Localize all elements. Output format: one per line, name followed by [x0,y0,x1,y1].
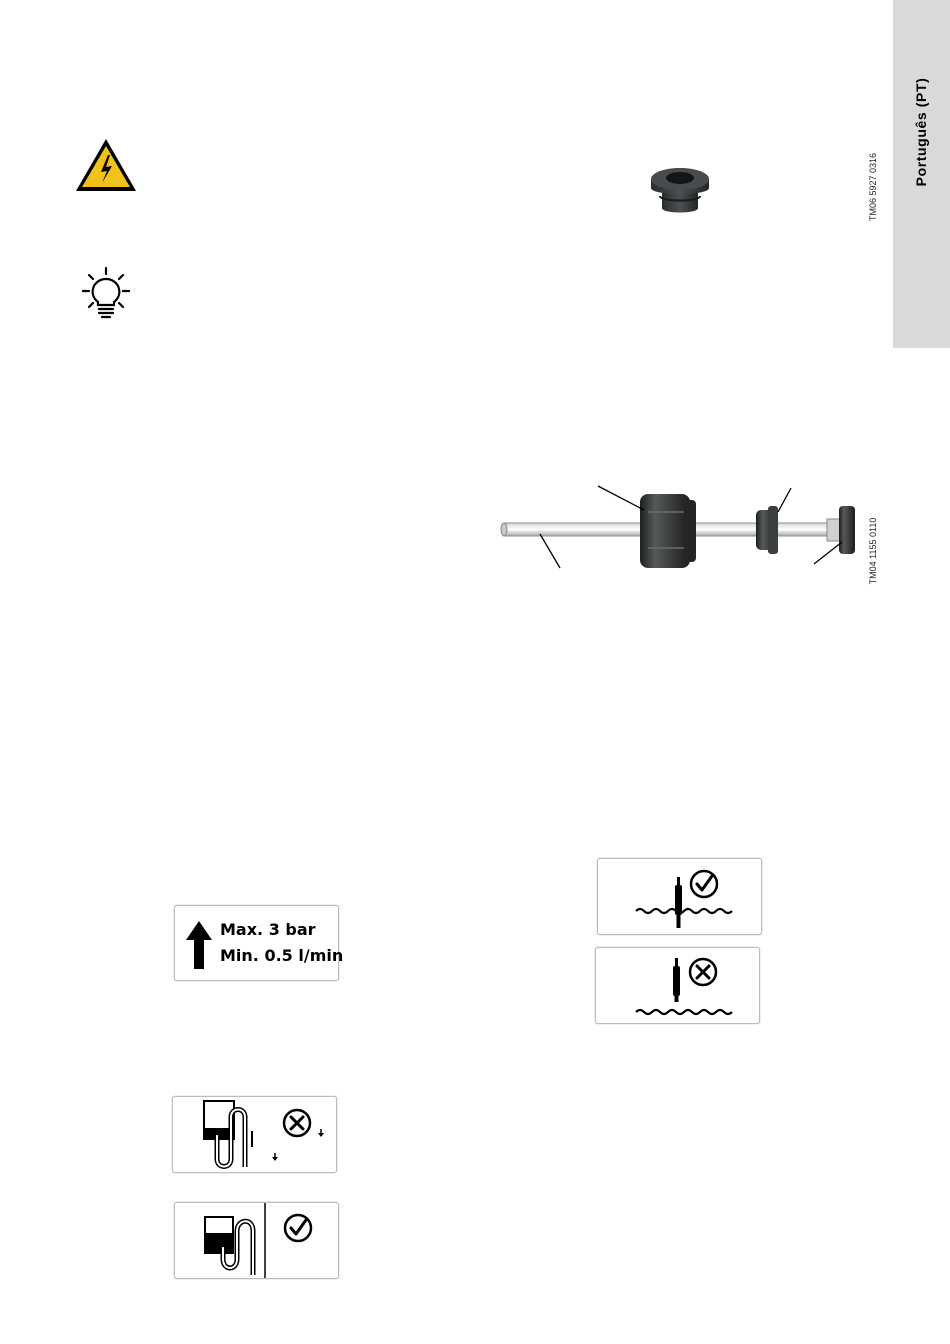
electric-hazard-warning-icon [74,137,138,193]
figure-ref-adapter: TM06 5927 0316 [868,152,878,222]
pressure-flow-label [174,905,344,981]
siphon-wrong-diagram [172,1096,337,1173]
lightbulb-tip-icon [81,265,131,321]
siphon-correct-diagram [174,1202,339,1279]
injection-correct-diagram [597,858,762,935]
injection-unit-image [498,482,860,572]
min-flow-text: Min. 0.5 l/min [220,946,344,965]
adapter-gasket-image [640,152,720,222]
language-side-tab [893,0,950,348]
injection-wrong-diagram [595,947,760,1024]
arrow-up-icon [185,920,213,970]
language-label: Português (PT) [913,77,929,187]
figure-ref-injection: TM04 1155 0110 [868,517,878,585]
max-pressure-text: Max. 3 bar [220,920,316,939]
